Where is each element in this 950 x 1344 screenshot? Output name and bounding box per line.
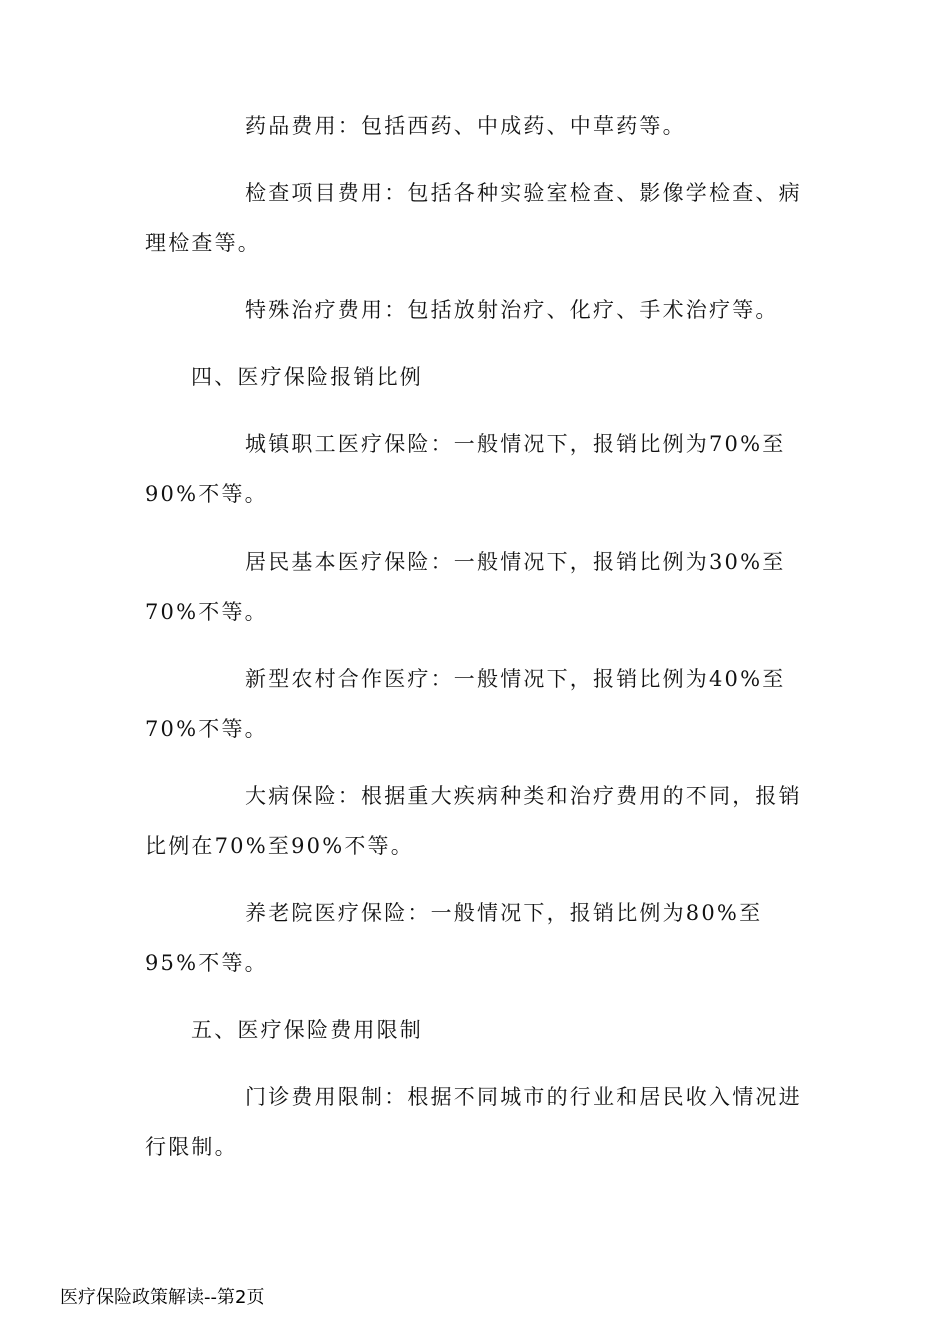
paragraph-urban-employee-insurance: 城镇职工医疗保险：一般情况下，报销比例为70%至90%不等。 bbox=[145, 432, 786, 506]
page-footer: 医疗保险政策解读--第2页 bbox=[60, 1287, 265, 1308]
paragraph-nursing-home-insurance: 养老院医疗保险：一般情况下，报销比例为80%至95%不等。 bbox=[145, 901, 763, 975]
paragraph-drug-costs: 药品费用：包括西药、中成药、中草药等。 bbox=[245, 114, 686, 138]
section-heading-cost-limits: 五、医疗保险费用限制 bbox=[191, 1018, 423, 1042]
paragraph-resident-basic-insurance: 居民基本医疗保险：一般情况下，报销比例为30%至70%不等。 bbox=[145, 550, 786, 624]
paragraph-outpatient-limits: 门诊费用限制：根据不同城市的行业和居民收入情况进行限制。 bbox=[145, 1085, 802, 1159]
section-heading-reimbursement-ratio: 四、医疗保险报销比例 bbox=[191, 365, 423, 389]
paragraph-critical-illness-insurance: 大病保险：根据重大疾病种类和治疗费用的不同，报销比例在70%至90%不等。 bbox=[145, 784, 802, 858]
paragraph-rural-cooperative-medical: 新型农村合作医疗：一般情况下，报销比例为40%至70%不等。 bbox=[145, 667, 786, 741]
paragraph-exam-costs: 检查项目费用：包括各种实验室检查、影像学检查、病理检查等。 bbox=[145, 181, 802, 255]
paragraph-special-treatment-costs: 特殊治疗费用：包括放射治疗、化疗、手术治疗等。 bbox=[245, 298, 779, 322]
